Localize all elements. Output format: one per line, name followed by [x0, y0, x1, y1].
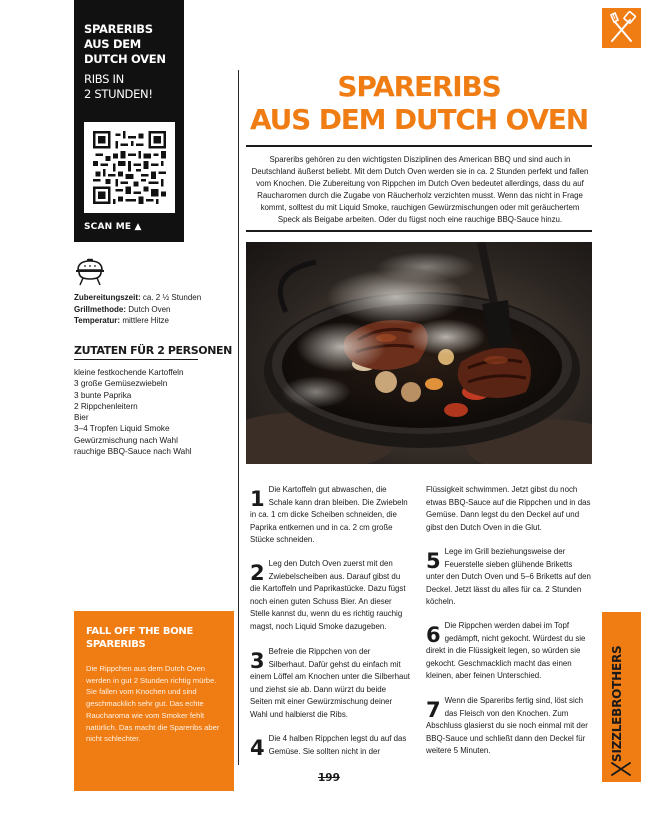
step-text: Lege im Grill beziehungsweise der Feuerstelle sieben glühende Briketts unter den Dutch Oven und 5–6 Briketts auf den Deckel. Jetzt lässt du alles für ca. 2 Stunden köcheln. — [426, 547, 591, 606]
meta-value: ca. 2 ½ Stunden — [140, 293, 202, 302]
promo-subtitle — [84, 72, 153, 102]
meta-value: Dutch Oven — [126, 304, 171, 314]
column-divider — [238, 70, 239, 765]
ingredient-item: Gewürzmischung nach Wahl — [74, 435, 178, 445]
page-title — [246, 70, 592, 136]
intro-text: Spareribs gehören zu den wichtigsten Disziplinen des American BBQ und sind auch in Deutschland äußerst beliebt. Mit dem Dutch Oven werden sie in ca. 2 Stunden perfekt und fallen vom Knochen. Die Zubereitung von Rippchen im Dutch Oven bedeutet allerdings, dass du auf Raucharomen durch die Zugabe von Räucherholz verzichten musst. Wenn das nicht in Frage kommt, solltest du mit Liquid Smoke, rauchigen Gewürzmischungen oder mit geräuchertem Speck als Beigabe arbeiten. Oder du fügst noch eine rauchige BBQ-Sauce hinzu. — [251, 155, 589, 224]
step-number: 1 — [250, 487, 265, 511]
ingredient-item: 3 bunte Paprika — [74, 390, 132, 400]
meta-label: Zubereitungszeit: — [74, 293, 141, 302]
divider — [246, 230, 592, 232]
step-number: 6 — [426, 623, 441, 647]
tip-box — [74, 611, 234, 791]
step-text: Leg den Dutch Oven zuerst mit den Zwiebelscheiben aus. Darauf gibst du die Kartoffeln und Paprikastücke. Dazu fügst noch einen guten Schuss Bier. An dieser Stelle kannst du, wenn du es richtig rauchig magst, noch Liquid Smoke dazugeben. — [250, 559, 406, 631]
scan-me-label[interactable]: SCAN ME ▲ — [84, 222, 142, 232]
tip-text: Die Rippchen aus dem Dutch Oven werden in gut 2 Stunden richtig mürbe. Sie fallen vom Knochen und sind geschmacklich sehr gut. Das echte Raucharoma wie vom Smoker fehlt natürlich. Das macht die Spareribs aber nicht schlechter. — [86, 664, 220, 744]
step-text: Die Rippchen werden dabei im Topf gedämpft, nicht gekocht. Würdest du sie direkt in die Flüssigkeit legen, so würden sie gekocht. Geschmacklich macht das einen kleinen, aber feinen Unterschied. — [426, 621, 586, 680]
ingredient-item: 2 Rippchenleitern — [74, 401, 138, 411]
step-4-continued — [426, 484, 592, 534]
ingredient-item: 3–4 Tropfen Liquid Smoke — [74, 424, 170, 434]
step-number: 3 — [250, 649, 265, 673]
tip-title — [86, 625, 193, 651]
meta-row — [74, 304, 234, 316]
page-number: 199 — [318, 772, 340, 784]
ingredients-list — [74, 367, 192, 457]
step-7 — [426, 695, 592, 758]
title-line: SPARERIBS — [337, 70, 501, 103]
ingredient-item: rauchige BBQ-Sauce nach Wahl — [74, 447, 192, 457]
title-line: AUS DEM DUTCH OVEN — [250, 103, 588, 136]
promo-title-line: AUS DEM — [84, 37, 141, 51]
grill-icon — [74, 258, 106, 286]
meta-row — [74, 315, 234, 327]
ingredient-item: Bier — [74, 413, 89, 423]
step-6 — [426, 620, 592, 683]
ingredient-item: 3 große Gemüsezwiebeln — [74, 379, 168, 389]
step-3 — [250, 646, 410, 721]
step-2 — [250, 558, 410, 633]
meta-value: mittlere Hitze — [120, 316, 169, 325]
ingredient-item: kleine festkochende Kartoffeln — [74, 368, 184, 377]
step-number: 5 — [426, 549, 441, 573]
step-4 — [250, 733, 410, 758]
brand-name: SIZZLEBROTHERS — [610, 645, 624, 762]
dutch-oven-photo — [246, 242, 592, 464]
divider — [74, 359, 198, 360]
promo-box — [74, 0, 184, 242]
meta-label: Temperatur: — [74, 316, 121, 325]
step-5 — [426, 546, 592, 609]
promo-subtitle-line: 2 STUNDEN! — [84, 87, 153, 101]
tip-title-line: SPARERIBS — [86, 639, 146, 650]
promo-title-line: SPARERIBS — [84, 22, 153, 36]
promo-title-line: DUTCH OVEN — [84, 52, 166, 66]
divider — [246, 145, 592, 147]
step-text: Flüssigkeit schwimmen. Jetzt gibst du noch etwas BBQ-Sauce auf die Rippchen und in das Gemüse. Dann legst du den Deckel auf und gibst den Dutch Oven in die Glut. — [426, 485, 591, 532]
step-number: 7 — [426, 698, 441, 722]
step-text: Befreie die Rippchen von der Silberhaut. Dafür gehst du einfach mit einem Löffel am Knochen unter die Silberhaut und ziehst sie ab. Dann würzt du beide Seiten mit einer Gewürzmischung deiner Wahl und halbierst die Ribs. — [250, 647, 410, 719]
step-text: Die 4 halben Rippchen legst du auf das Gemüse. Sie sollten nicht in der — [268, 734, 407, 756]
meta-label: Grillmethode: — [74, 304, 127, 314]
step-text: Die Kartoffeln gut abwaschen, die Schale kann dran bleiben. Die Zwiebeln in ca. 1 cm dicke Scheiben schneiden, die Paprika entkernen und in ca. 2 cm große Stücke schneiden. — [250, 485, 408, 544]
step-number: 2 — [250, 561, 265, 585]
tip-title-line: FALL OFF THE BONE — [86, 626, 194, 637]
meta-row — [74, 292, 234, 304]
promo-subtitle-line: RIBS IN — [84, 72, 124, 86]
step-1 — [250, 484, 410, 547]
step-number: 4 — [250, 736, 265, 760]
crossed-tools-icon — [602, 8, 641, 48]
ingredients-heading: ZUTATEN FÜR 2 PERSONEN — [74, 344, 232, 357]
brand-logo-icon — [608, 760, 635, 783]
qr-code[interactable] — [84, 122, 175, 213]
promo-title — [84, 22, 166, 67]
brand-strip — [602, 612, 641, 782]
recipe-meta — [74, 292, 234, 327]
step-text: Wenn die Spareribs fertig sind, löst sich das Fleisch von den Knochen. Zum Abschluss glasierst du sie noch einmal mit der BBQ-Sauce und schließt dann den Deckel für weitere 5 Minuten. — [426, 696, 588, 755]
